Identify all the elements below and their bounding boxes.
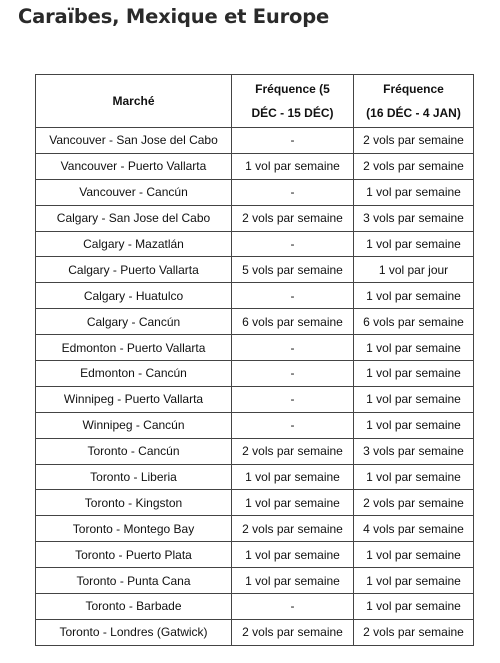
market-cell: Vancouver - Puerto Vallarta — [36, 153, 232, 179]
market-cell: Calgary - Mazatlán — [36, 231, 232, 257]
header-market-label: Marché — [112, 94, 155, 108]
frequency-period-2-cell: 1 vol par semaine — [354, 179, 474, 205]
table-row — [36, 464, 474, 490]
header-frequency-period-2 — [354, 75, 474, 128]
frequency-period-2-cell: 1 vol par semaine — [354, 283, 474, 309]
frequency-period-2-cell: 2 vols par semaine — [354, 128, 474, 154]
table-row — [36, 490, 474, 516]
page-title: Caraïbes, Mexique et Europe — [18, 5, 329, 28]
market-cell: Calgary - Huatulco — [36, 283, 232, 309]
frequency-period-1-cell: - — [232, 335, 354, 361]
frequency-period-1-cell: 1 vol par semaine — [232, 542, 354, 568]
frequency-period-1-cell: 1 vol par semaine — [232, 568, 354, 594]
frequency-period-1-cell: - — [232, 594, 354, 620]
table-row — [36, 542, 474, 568]
market-cell: Vancouver - Cancún — [36, 179, 232, 205]
market-cell: Winnipeg - Cancún — [36, 412, 232, 438]
header-frequency-period-1 — [232, 75, 354, 128]
frequency-period-1-cell: - — [232, 283, 354, 309]
table-row — [36, 257, 474, 283]
frequency-period-1-cell: - — [232, 412, 354, 438]
table-row — [36, 386, 474, 412]
frequency-period-2-cell: 3 vols par semaine — [354, 438, 474, 464]
frequency-period-1-cell: 5 vols par semaine — [232, 257, 354, 283]
table-row — [36, 153, 474, 179]
frequency-period-2-cell: 6 vols par semaine — [354, 309, 474, 335]
table-row — [36, 231, 474, 257]
table-row — [36, 179, 474, 205]
frequency-period-2-cell: 1 vol par semaine — [354, 464, 474, 490]
frequency-period-2-cell: 1 vol par semaine — [354, 412, 474, 438]
table-row — [36, 438, 474, 464]
table-row — [36, 619, 474, 645]
frequency-period-2-cell: 3 vols par semaine — [354, 205, 474, 231]
frequency-period-2-cell: 2 vols par semaine — [354, 490, 474, 516]
table-row — [36, 309, 474, 335]
frequency-period-2-cell: 1 vol par semaine — [354, 594, 474, 620]
header-frequency-2-line-2: (16 DÉC - 4 JAN) — [366, 106, 461, 120]
frequency-period-2-cell: 4 vols par semaine — [354, 516, 474, 542]
frequency-period-1-cell: 2 vols par semaine — [232, 438, 354, 464]
frequency-period-1-cell: - — [232, 179, 354, 205]
market-cell: Calgary - San Jose del Cabo — [36, 205, 232, 231]
frequency-period-2-cell: 1 vol par jour — [354, 257, 474, 283]
table-body — [36, 128, 474, 646]
market-cell: Toronto - Liberia — [36, 464, 232, 490]
frequency-period-1-cell: - — [232, 128, 354, 154]
market-cell: Toronto - Puerto Plata — [36, 542, 232, 568]
frequency-period-2-cell: 1 vol par semaine — [354, 335, 474, 361]
frequency-period-1-cell: 1 vol par semaine — [232, 490, 354, 516]
market-cell: Calgary - Puerto Vallarta — [36, 257, 232, 283]
header-row — [36, 75, 474, 128]
frequency-period-1-cell: - — [232, 361, 354, 387]
table-row — [36, 128, 474, 154]
market-cell: Toronto - Kingston — [36, 490, 232, 516]
frequency-period-2-cell: 2 vols par semaine — [354, 153, 474, 179]
frequency-period-2-cell: 1 vol par semaine — [354, 231, 474, 257]
table-row — [36, 516, 474, 542]
market-cell: Toronto - Montego Bay — [36, 516, 232, 542]
market-cell: Vancouver - San Jose del Cabo — [36, 128, 232, 154]
frequency-period-1-cell: - — [232, 231, 354, 257]
market-cell: Toronto - Barbade — [36, 594, 232, 620]
market-cell: Toronto - Cancún — [36, 438, 232, 464]
market-cell: Edmonton - Cancún — [36, 361, 232, 387]
table-row — [36, 205, 474, 231]
table-row — [36, 594, 474, 620]
frequency-period-2-cell: 1 vol par semaine — [354, 542, 474, 568]
flight-frequency-table — [35, 74, 474, 646]
frequency-period-1-cell: 2 vols par semaine — [232, 205, 354, 231]
table-row — [36, 361, 474, 387]
table-row — [36, 412, 474, 438]
table-row — [36, 283, 474, 309]
frequency-period-2-cell: 1 vol par semaine — [354, 386, 474, 412]
frequency-period-1-cell: 1 vol par semaine — [232, 153, 354, 179]
frequency-period-2-cell: 1 vol par semaine — [354, 361, 474, 387]
market-cell: Winnipeg - Puerto Vallarta — [36, 386, 232, 412]
header-frequency-1-line-2: DÉC - 15 DÉC) — [251, 106, 334, 120]
frequency-period-2-cell: 2 vols par semaine — [354, 619, 474, 645]
market-cell: Toronto - Londres (Gatwick) — [36, 619, 232, 645]
frequency-period-1-cell: 2 vols par semaine — [232, 619, 354, 645]
table-row — [36, 568, 474, 594]
market-cell: Edmonton - Puerto Vallarta — [36, 335, 232, 361]
market-cell: Calgary - Cancún — [36, 309, 232, 335]
frequency-period-1-cell: 2 vols par semaine — [232, 516, 354, 542]
frequency-period-1-cell: 6 vols par semaine — [232, 309, 354, 335]
market-cell: Toronto - Punta Cana — [36, 568, 232, 594]
table-row — [36, 335, 474, 361]
frequency-period-1-cell: 1 vol par semaine — [232, 464, 354, 490]
frequency-period-1-cell: - — [232, 386, 354, 412]
header-frequency-1-line-1: Fréquence (5 — [255, 82, 330, 96]
header-market — [36, 75, 232, 128]
table-header — [36, 75, 474, 128]
frequency-period-2-cell: 1 vol par semaine — [354, 568, 474, 594]
header-frequency-2-line-1: Fréquence — [383, 82, 444, 96]
